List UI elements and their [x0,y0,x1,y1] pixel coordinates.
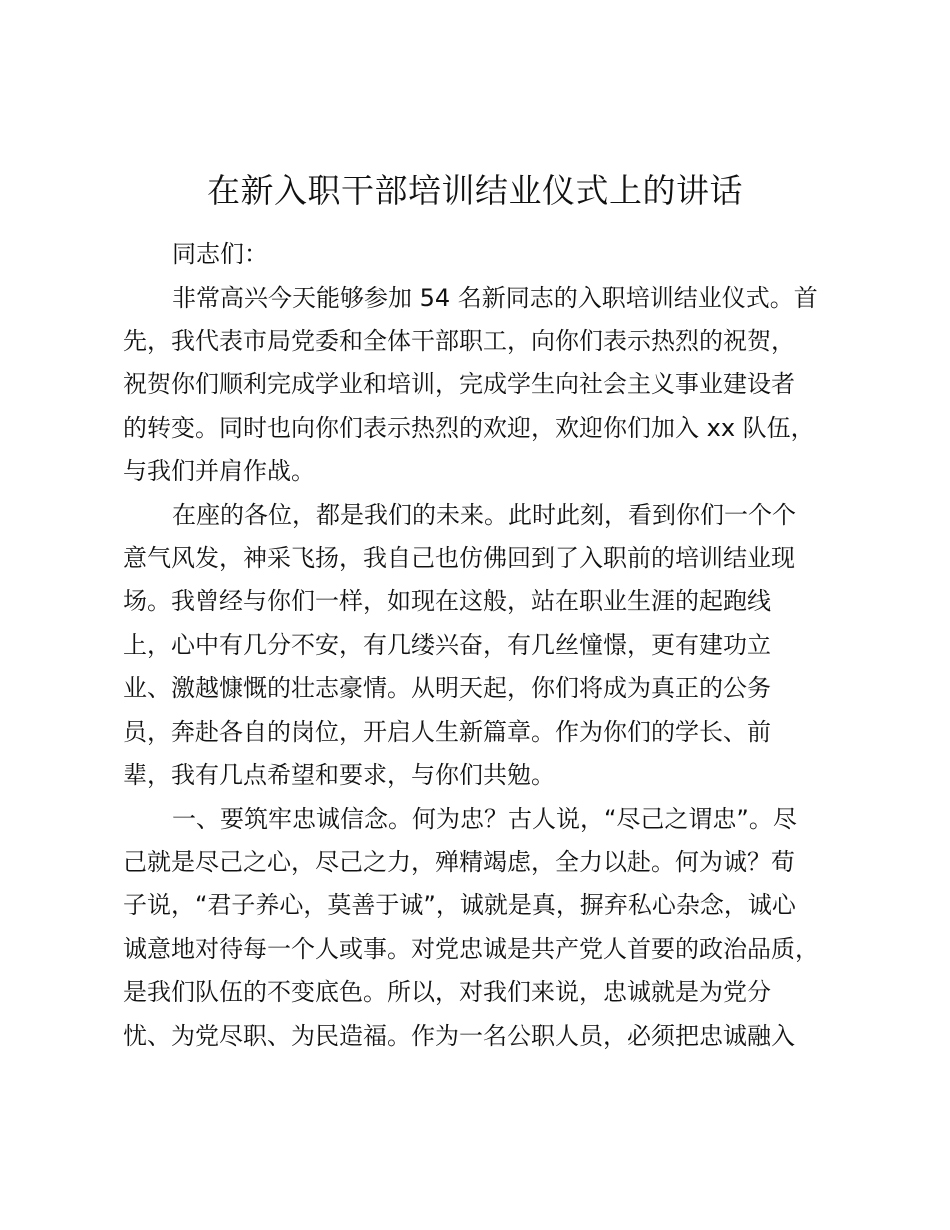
paragraph-line: 子说，“君子养心，莫善于诚”，诚就是真，摒弃私心杂念，诚心 [123,891,796,919]
paragraph-line: 业、激越慷慨的壮志豪情。从明天起，你们将成为真正的公务 [123,674,771,702]
paragraph-line: 与我们并肩作战。 [123,457,315,485]
paragraph-line: 诚意地对待每一个人或事。对党忠诚是共产党人首要的政治品质， [123,935,819,963]
document-title: 在新入职干部培训结业仪式上的讲话 [207,171,743,210]
paragraph-line: 在座的各位，都是我们的未来。此时此刻，看到你们一个个 [172,501,796,529]
paragraph-line: 场。我曾经与你们一样，如现在这般，站在职业生涯的起跑线 [123,587,771,615]
paragraph-line: 员，奔赴各自的岗位，开启人生新篇章。作为你们的学长、前 [123,718,771,746]
paragraph-line: 祝贺你们顺利完成学业和培训，完成学生向社会主义事业建设者 [123,370,795,398]
salutation: 同志们： [172,240,268,268]
paragraph-line: 先，我代表市局党委和全体干部职工，向你们表示热烈的祝贺， [123,327,795,355]
paragraph-line: 意气风发，神采飞扬，我自己也仿佛回到了入职前的培训结业现 [123,544,795,572]
paragraph-line: 上，心中有几分不安，有几缕兴奋，有几丝憧憬，更有建功立 [123,631,771,659]
paragraph-line: 忧、为党尽职、为民造福。作为一名公职人员，必须把忠诚融入 [123,1022,795,1050]
paragraph-line: 非常高兴今天能够参加 54 名新同志的入职培训结业仪式。首 [172,284,818,312]
paragraph-line: 的转变。同时也向你们表示热烈的欢迎，欢迎你们加入 xx 队伍， [123,414,815,442]
paragraph-line: 是我们队伍的不变底色。所以，对我们来说，忠诚就是为党分 [123,978,771,1006]
paragraph-line: 己就是尽己之心，尽己之力，殚精竭虑，全力以赴。何为诚？荀 [123,848,795,876]
paragraph-line: 辈，我有几点希望和要求，与你们共勉。 [123,761,555,789]
paragraph-line: 一、要筑牢忠诚信念。何为忠？古人说，“尽己之谓忠”。尽 [172,805,797,833]
